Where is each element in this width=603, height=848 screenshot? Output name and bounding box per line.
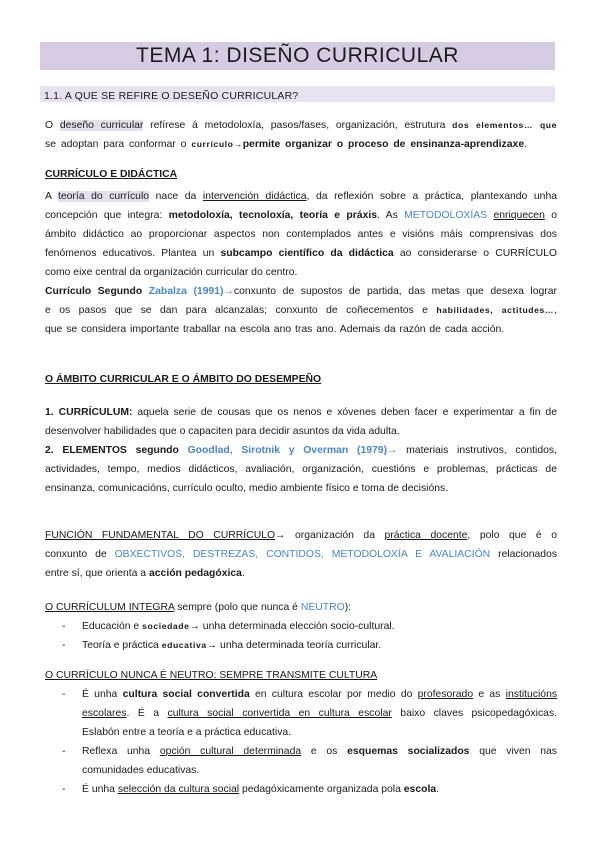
list-item: - É unha cultura social convertida en cultura escolar por medio do profesorado e as institucións escolares. É a cultura social convertida en cultura escolar baixo claves psicopedagóxicas. Eslabón entre a teoría e a práctica educativa. — [45, 685, 557, 742]
list-item: - Educación e sociedade→ unha determinada elección socio-cultural. — [45, 617, 557, 636]
highlight-deseno: deseño curricular — [59, 120, 144, 131]
neutro-list — [45, 685, 557, 799]
list-item: - Teoría e práctica educativa→ unha determinada teoría curricular. — [45, 636, 557, 655]
funcion-heading: FUNCIÓN FUNDAMENTAL DO CURRÍCULO — [45, 530, 276, 541]
intro-line-1: O deseño curricular refírese á metodoloxía, pasos/fases, organización, estrutura dos elementos… que — [45, 120, 558, 131]
list-item: - Reflexa unha opción cultural determinada e os esquemas socializados que viven nas comunidades educativas. — [45, 742, 557, 780]
neutro-heading: O CURRÍCULO NUNCA É NEUTRO: SEMPRE TRANSMITE CULTURA — [45, 670, 378, 681]
integra-list — [45, 617, 557, 655]
curriculo-didactica-paragraph: A teoría do currículo nace da intervención didáctica, da reflexión sobre a práctica, plantexando unha concepción que integra: metodoloxía, tecnoloxía, teoría e práxis. As METODOLOXÍAS enriquecen o ámbito didáctico ao proporcionar aspectos non contemplados antes e visións máis comprensivas dos fenómenos educativos. Plantea un subcampo científico da didáctica ao considerarse o CURRÍCULO como eixe central da organización curricular do centro. Currículo Segundo Zabalza (1991)→conxunto de supostos de partida, das metas que desexa lograr e os pasos que se dan para alcanzalas; conxunto de coñecementos e habilidades, actitudes…, que se considera importante traballar na escola ano tras ano. Ademais da razón de cada acción. — [45, 191, 558, 335]
neutro-section — [45, 666, 557, 799]
ambito-list: 1. CURRÍCULUM: aquela serie de cousas que os nenos e xóvenes deben facer e experimentar a fin de desenvolver habilidades que o capaciten para decidir asuntos da vida adulta. 2. ELEMENTOS segundo Goodlad, Sirotnik y Overman (1979)→ materiais instrutivos, contidos, actividades, tempo, medios didácticos, avaliación, organización, cuestións e problemas, prácticas de ensinanza, comunicacións, currículo oculto, medio ambiente físico e toma de decisións. — [45, 403, 557, 498]
integra-heading: O CURRÍCULUM INTEGRA sempre (polo que nunca é NEUTRO): — [45, 602, 352, 613]
title-banner — [40, 42, 555, 70]
ambito-item-2: 2. ELEMENTOS segundo Goodlad, Sirotnik y Overman (1979)→ materiais instrutivos, contidos, — [45, 445, 557, 456]
intro-paragraph — [45, 116, 557, 154]
subheading-banner — [40, 86, 555, 102]
integra-section — [45, 598, 557, 655]
ambito-item-1: 1. CURRÍCULUM: aquela serie de cousas que os nenos e xóvenes deben facer e experimentar a fin de — [45, 407, 557, 418]
funcion-paragraph: FUNCIÓN FUNDAMENTAL DO CURRÍCULO→ organización da práctica docente, polo que é o conxunto de OBXECTIVOS, DESTREZAS, CONTIDOS, METODOLOXÍA E AVALIACIÓN relacionados entre sí, que orienta a acción pedagóxica. — [45, 530, 558, 579]
page-title: TEMA 1: DISEÑO CURRICULAR — [136, 44, 459, 67]
section-heading-curriculo-didactica: CURRÍCULO E DIDÁCTICA — [45, 169, 178, 180]
section-heading-ambito: O ÁMBITO CURRICULAR E O ÁMBITO DO DESEMPEÑO — [45, 374, 322, 385]
list-item: - É unha selección da cultura social pedagóxicamente organizada pola escola. — [45, 780, 557, 799]
intro-line-2: se adoptan para conformar o currículo→permite organizar o proceso de ensinanza-aprendizaxe. — [45, 139, 527, 150]
subheading: 1.1. A QUE SE REFIRE O DESEÑO CURRICULAR? — [44, 90, 299, 102]
